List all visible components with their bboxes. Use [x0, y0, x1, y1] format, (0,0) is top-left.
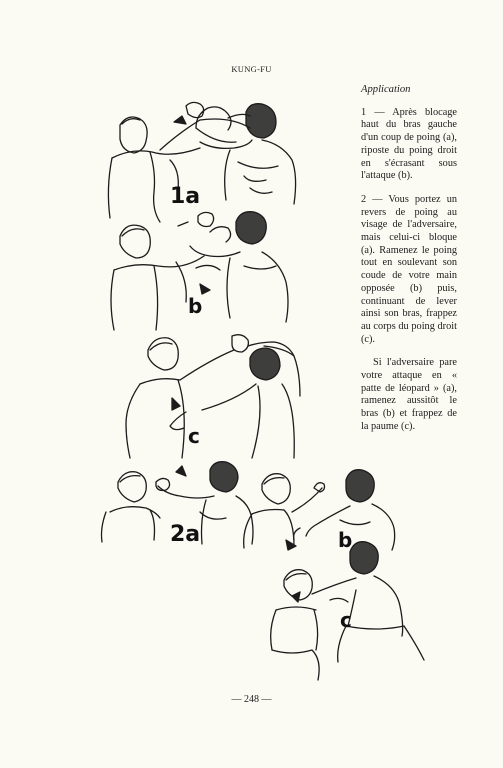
figure-1c-drawing [126, 335, 300, 458]
paragraph-3: Si l'adversaire pare votre attaque en « patte de léopard » (a), ramenez aussitôt le bras (b) et frappez de la paume (c). [361, 357, 457, 432]
figure-2b-drawing [244, 470, 395, 550]
figure-label-2c: c [340, 608, 352, 632]
paragraph-1: 1 — Après blocage haut du bras gauche d'un coup de poing (a), riposte du poing droit en s'écrasant sous l'attaque (b). [361, 106, 457, 182]
page-number: — 248 — [231, 694, 272, 705]
figure-label-2a: 2a [170, 522, 201, 547]
figure-label-1a: 1a [170, 184, 201, 209]
running-head: KUNG-FU [231, 64, 272, 74]
section-heading: Application [361, 84, 411, 95]
figure-label-1c: c [188, 424, 200, 448]
figure-label-2b: b [338, 528, 353, 552]
text-column [361, 84, 457, 445]
figure-label-1b: b [188, 294, 203, 318]
paragraph-2: 2 — Vous portez un revers de poing au visage de l'adversaire, mais celui-ci bloque (a). Ramenez le poing tout en soulevant son coude de votre main opposée (b) puis, continuant de lever ainsi son bras, frappez au corps du poing droit (c). [361, 193, 457, 345]
figure-1a-drawing [108, 102, 295, 222]
